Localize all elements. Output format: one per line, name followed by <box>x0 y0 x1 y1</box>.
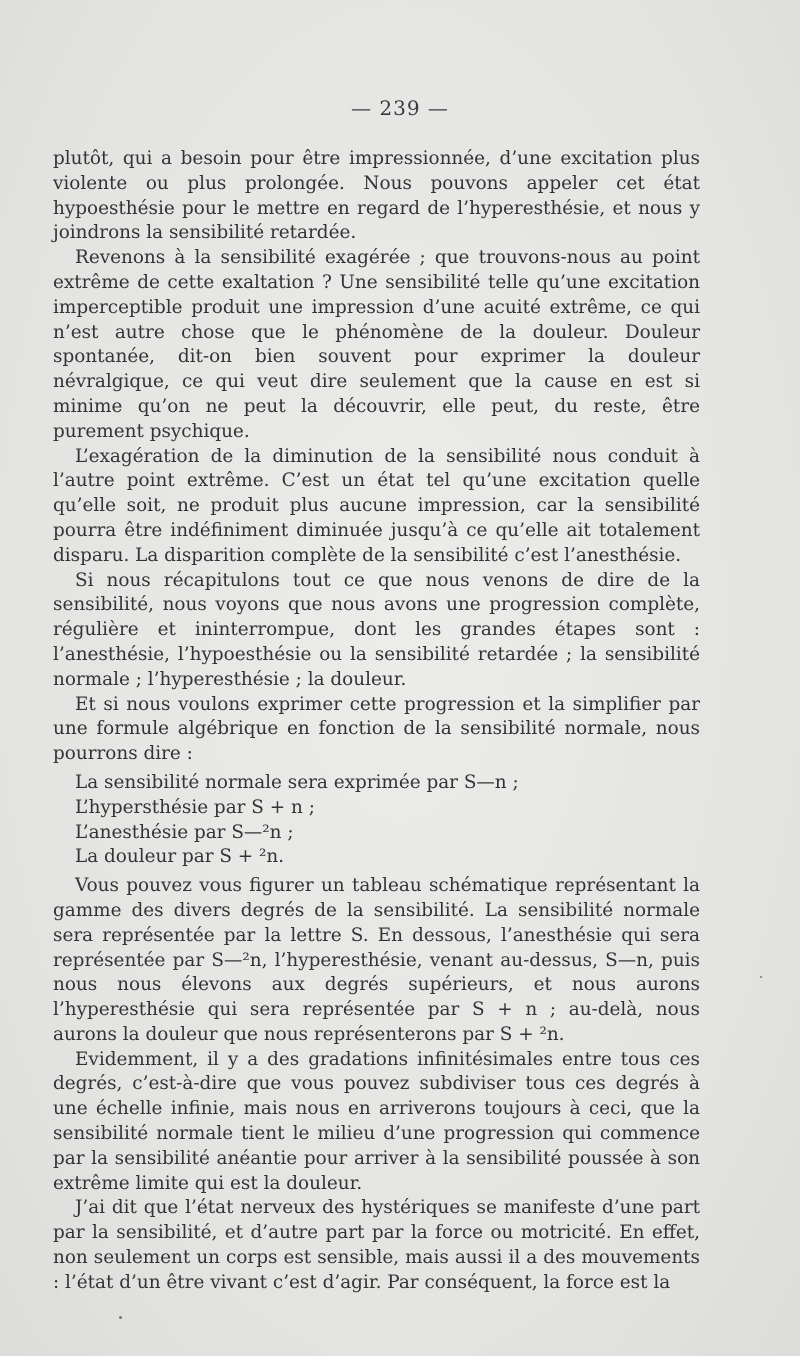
page-number: — 239 — <box>351 96 449 120</box>
formula-hypersthesie: L’hypersthésie par S + n ; <box>75 796 315 818</box>
formula-normal: La sensibilité normale sera exprimée par S—n ; <box>75 771 519 793</box>
paragraph-4: Si nous récapitulons tout ce que nous venons de dire de la sensibilité, nous voyons que nous avons une progression complète, régulière et ininterrompue, dont les grandes étapes sont : l’anesthésie, l’hypoesthésie ou la sensibilité retardée ; la sensibilité normale ; l’hyperesthésie ; la douleur. <box>53 569 700 690</box>
paragraph-7: Evidemment, il y a des gradations infinitésimales entre tous ces degrés, c’est-à-dire que vous pouvez subdiviser tous ces degrés à une échelle infinie, mais nous en arriverons toujours à ceci, que la sensibilité normale tient le milieu d’une progression qui commence par la sensibilité anéantie pour arriver à la sensibilité poussée à son extrême limite qui est la douleur. <box>53 1048 700 1194</box>
formula-list <box>53 771 700 870</box>
paragraph-8: J’ai dit que l’état nerveux des hystériques se manifeste d’une part par la sensibilité, et d’autre part par la force ou motricité. En effet, non seulement un corps est sensible, mais aussi il a des mouvements : l’état d’un être vivant c’est d’agir. Par conséquent, la force est la <box>53 1197 700 1293</box>
paper-speck <box>760 976 762 978</box>
paragraph-6: Vous pouvez vous figurer un tableau schématique représentant la gamme des divers degrés de la sensibilité. La sensibilité normale sera représentée par la lettre S. En dessous, l’anesthésie qui sera représentée par S—²n, l’hyperesthésie, venant au-dessus, S—n, puis nous nous élevons aux degrés supérieurs, et nous aurons l’hyperesthésie qui sera représentée par S + n ; au-delà, nous aurons la douleur que nous représenterons par S + ²n. <box>53 875 700 1045</box>
paragraph-1: plutôt, qui a besoin pour être impressionnée, d’une excitation plus violente ou plus prolongée. Nous pouvons appeler cet état hypoesthésie pour le mettre en regard de l’hyperesthésie, et nous y joindrons la sensibilité retardée. <box>53 148 700 244</box>
formula-douleur: La douleur par S + ²n. <box>75 846 285 868</box>
paragraph-5: Et si nous voulons exprimer cette progression et la simplifier par une formule algébrique en fonction de la sensibilité normale, nous pourrons dire : <box>53 693 700 765</box>
paper-speck <box>119 1316 122 1319</box>
paragraph-3: L’exagération de la diminution de la sensibilité nous conduit à l’autre point extrême. C’est un état tel qu’une excitation quelle qu’elle soit, ne produit plus aucune impression, car la sensibilité pourra être indéfiniment diminuée jusqu’à ce qu’elle ait totalement disparu. La disparition complète de la sensibilité c’est l’anesthésie. <box>53 445 700 566</box>
formula-anesthesie: L’anesthésie par S—²n ; <box>75 821 294 843</box>
paragraph-2: Revenons à la sensibilité exagérée ; que trouvons-nous au point extrême de cette exaltation ? Une sensibilité telle qu’une excitation imperceptible produit une impression d’une acuité extrême, ce qui n’est autre chose que le phénomène de la douleur. Douleur spontanée, dit-on bien souvent pour exprimer la douleur névralgique, ce qui veut dire seulement que la cause en est si minime qu’on ne peut la découvrir, elle peut, du reste, être purement psychique. <box>53 247 700 442</box>
page-body <box>53 147 700 1296</box>
